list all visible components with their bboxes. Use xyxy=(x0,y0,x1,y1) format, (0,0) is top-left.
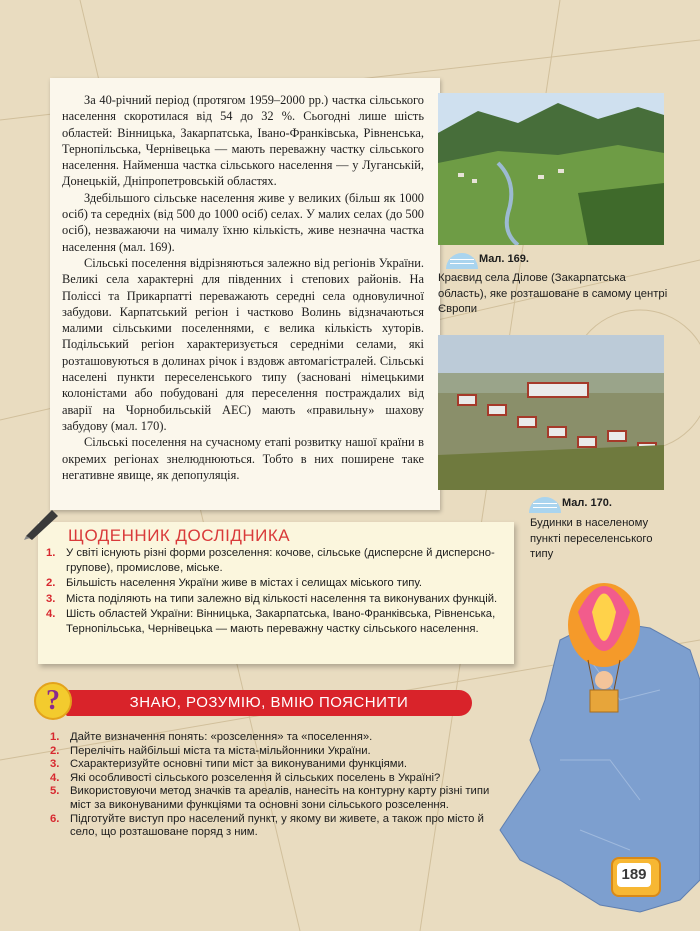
item-text: Використовуючи метод значків та ареалів, нанесіть на контурну карту різні типи міст за виконуваними функціями та основні зони сільського розселення. xyxy=(70,785,490,811)
question-item xyxy=(50,731,498,745)
questions-list xyxy=(50,731,498,840)
diary-item xyxy=(46,592,502,607)
paragraph-1: За 40-річний період (протягом 1959–2000 рр.) частка сільського населення скоротилася від 54 до 32 %. Сьогодні лише шість областей: Вінницька, Закарпатська, Івано-Франківська, Рівненська, Тернопільська, Чернівецька — мають переважну частку сільського населення. Найменша частка сільського населення — у Луганській, Донецькій, Дніпропетровській областях. xyxy=(62,93,424,189)
diary-item xyxy=(46,607,502,637)
figure-170-caption: Будинки в населеному пункті переселенського типу xyxy=(530,517,653,560)
item-number: 4. xyxy=(46,607,56,620)
item-number: 5. xyxy=(50,785,60,798)
paragraph-2: Здебільшого сільське населення живе у великих (більш як 1000 осіб) та середніх (від 500 до 1000 осіб) селах. У малих селах (до 500 осіб), незважаючи на чималу їхню кількість, живе незначна частка населення (мал. 169). xyxy=(62,190,424,254)
item-text: Перелічіть найбільші міста та міста-мільйонники України. xyxy=(70,744,371,757)
item-number: 2. xyxy=(50,744,60,757)
question-item xyxy=(50,772,498,786)
item-text: Схарактеризуйте основні типи міст за виконуваними функціями. xyxy=(70,758,408,771)
question-item xyxy=(50,758,498,772)
item-number: 2. xyxy=(46,577,56,590)
item-number: 4. xyxy=(50,771,60,784)
item-number: 1. xyxy=(50,731,60,743)
diary-title: ЩОДЕННИК ДОСЛІДНИКА xyxy=(68,526,291,545)
paragraph-4: Сільські поселення на сучасному етапі розвитку нашої країни в окремих регіонах знелюднюються. Тобто в них поширене таке негативне явище, як депопуляція. xyxy=(62,435,424,482)
item-text: Які особливості сільського розселення й сільських поселень в Україні? xyxy=(70,771,441,784)
question-item xyxy=(50,745,498,759)
item-number: 3. xyxy=(46,592,56,605)
diary-item xyxy=(46,576,502,591)
photo-resettlement-houses xyxy=(438,335,664,490)
paragraph-3: Сільські поселення відрізняються залежно від регіонів України. Великі села характерні для південних і степових районів. На Поліссі та Прикарпатті переважають середні села одновуличної забудови. Карпатський регіон і частково Волинь відзначаються малими сільськими поселеннями, є велика кількість хуторів. Подільський регіон характеризується середніми селами, які розташовуються в долинах річок і вздовж автомагістралей. Сільські населені пункти переселенського типу (засновані німецькими колоністами або побудовані для переселення постраждалих від аварії на Чорнобильській АЕС) мають «правильну» шахову забудову (мал. 170). xyxy=(62,255,424,433)
pen-icon xyxy=(22,504,62,540)
diary-list xyxy=(46,546,502,637)
page-number: 189 xyxy=(617,863,651,887)
item-number: 1. xyxy=(46,547,56,559)
diary-item xyxy=(46,546,502,576)
item-text: Міста поділяють на типи залежно від кількості населення та виконуваних функцій. xyxy=(66,592,498,605)
item-number: 3. xyxy=(50,758,60,771)
item-text: Більшість населення України живе в містах і селищах міського типу. xyxy=(66,577,423,590)
item-number: 6. xyxy=(50,812,60,825)
item-text: Дайте визначення понять: «розселення» та «поселення». xyxy=(70,731,373,743)
figure-169-label: Мал. 169. xyxy=(479,253,529,265)
main-text-block xyxy=(62,92,424,483)
item-text: Підготуйте виступ про населений пункт, у якому ви живете, а також про місто й село, що розташоване поряд з ним. xyxy=(70,812,484,839)
question-item xyxy=(50,813,498,840)
figure-169-caption: Краєвид села Ділове (Закарпатська область), яке розташоване в самому центрі Європи xyxy=(438,272,668,315)
item-text: Шість областей України: Вінницька, Закарпатська, Івано-Франківська, Рівненська, Тернопільська, Чернівецька — мають переважну частку сільського населення. xyxy=(66,607,496,636)
questions-title: ЗНАЮ, РОЗУМІЮ, ВМІЮ ПОЯСНИТИ xyxy=(129,694,409,711)
photo-village-dilove xyxy=(438,93,664,245)
question-mark-glyph: ? xyxy=(46,685,60,716)
question-item xyxy=(50,785,498,812)
figure-170-label: Мал. 170. xyxy=(562,497,612,509)
item-text: У світі існують різні форми розселення: кочове, сільське (дисперсне й дисперсно-групове), промислове, міське. xyxy=(66,547,495,575)
